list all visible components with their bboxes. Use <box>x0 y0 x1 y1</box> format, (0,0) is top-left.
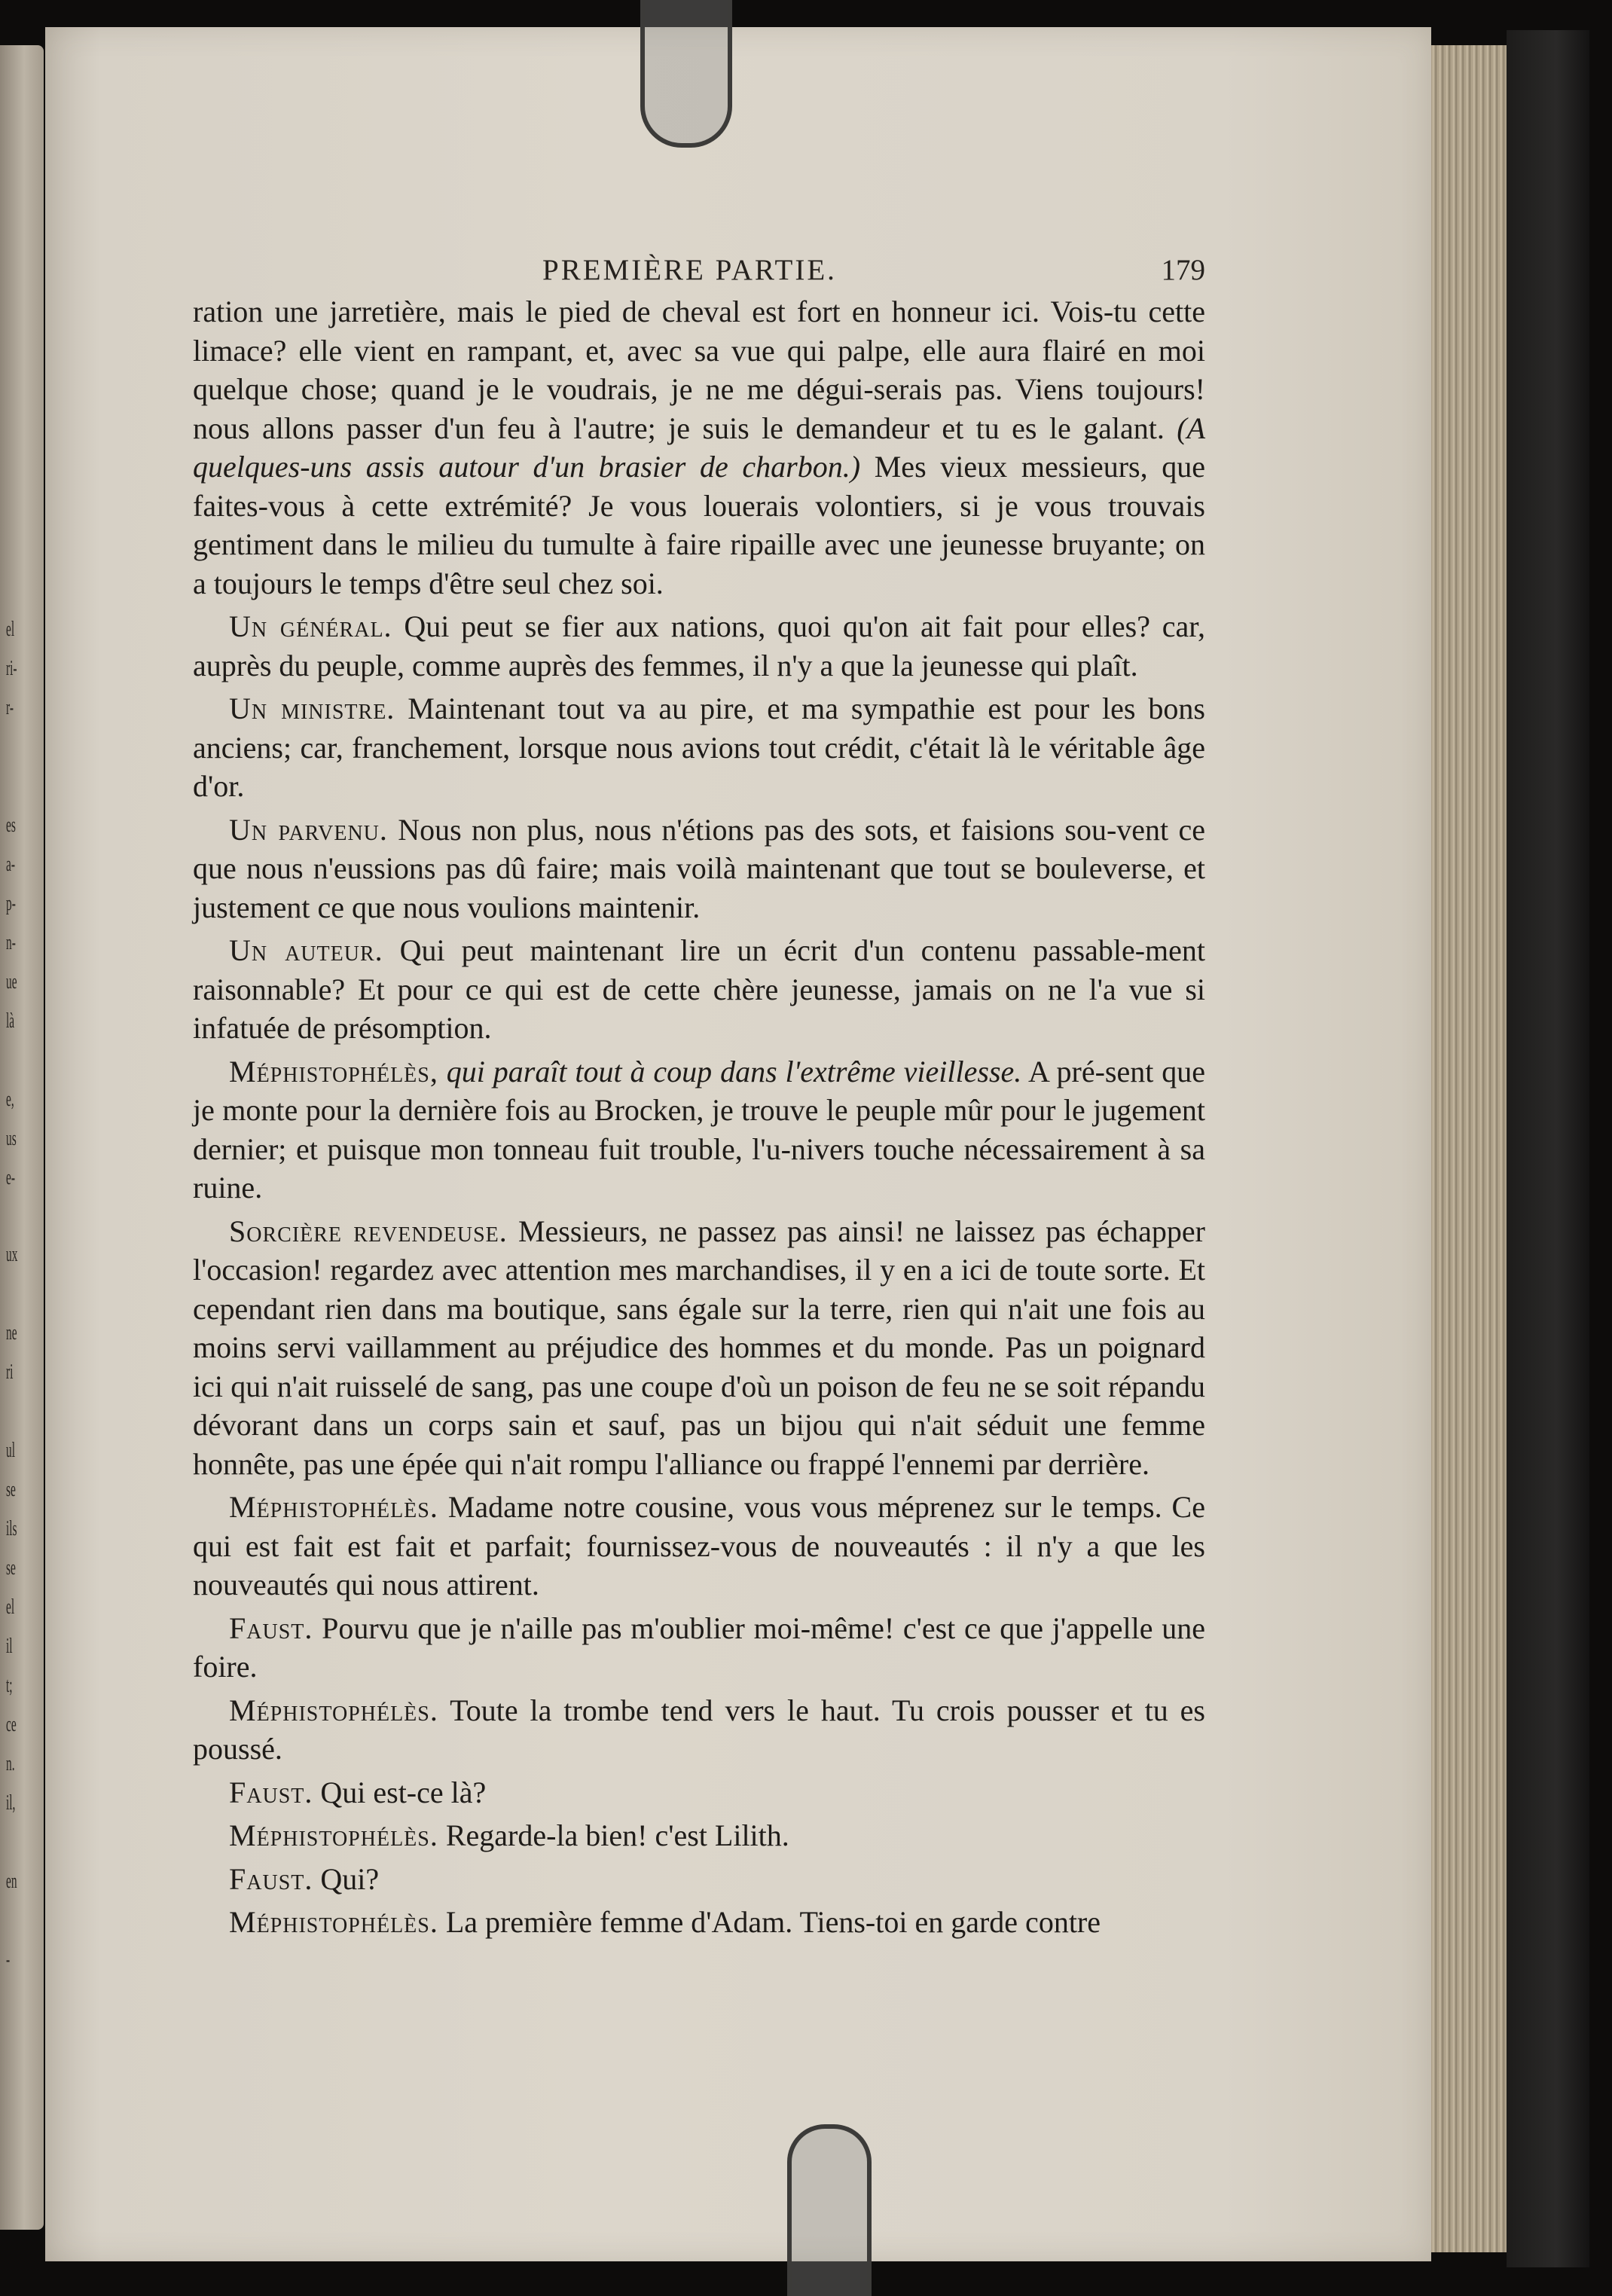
paragraph: Faust. Qui? <box>229 1861 380 1896</box>
left-fragment: el <box>6 618 15 641</box>
bottom-clip <box>787 2124 872 2296</box>
speaker-name: Un parvenu. <box>229 812 388 847</box>
paragraph: Un parvenu. Nous non plus, nous n'étions pas des sots, et faisions sou-vent ce que nous n'eussions pas dû faire; mais voilà maintenant que tout se bouleverse, et justement ce que nous voulions maintenir. <box>193 812 1206 924</box>
paragraph: Méphistophélès, qui paraît tout à coup dans l'extrême vieillesse. A pré-sent que je monte pour la dernière fois au Brocken, je trouve le peuple mûr pour le jugement dernier; et puisque mon tonneau fuit trouble, l'u-nivers touche nécessairement à sa ruine. <box>193 1054 1205 1204</box>
speaker-name: Méphistophélès. <box>229 1818 438 1852</box>
left-fragment: e, <box>6 1088 14 1111</box>
left-fragment: ue <box>6 970 17 994</box>
stage-direction: qui paraît tout à coup dans l'extrême vieillesse. <box>438 1054 1022 1088</box>
body-text <box>193 292 1205 1946</box>
paragraph: Méphistophélès. Toute la trombe tend vers le haut. Tu crois pousser et tu es poussé. <box>193 1693 1205 1766</box>
speaker-name: Méphistophélès, <box>229 1054 438 1088</box>
paragraph: Un général. Qui peut se fier aux nations, quoi qu'on ait fait pour elles? car, auprès du peuple, comme auprès des femmes, il n'y a que la jeunesse qui plaît. <box>193 609 1205 682</box>
left-page-edge <box>0 45 44 2230</box>
left-fragment: ri- <box>6 657 17 680</box>
paragraph: Faust. Pourvu que je n'aille pas m'oublier moi-même! c'est ce que j'appelle une foire. <box>193 1611 1205 1684</box>
left-fragment: en <box>6 1870 17 1893</box>
left-fragment: ne <box>6 1321 17 1345</box>
book-page <box>45 27 1431 2261</box>
left-fragment: se <box>6 1478 16 1501</box>
left-fragment: n. <box>6 1752 15 1775</box>
speaker-name: Méphistophélès. <box>229 1490 438 1524</box>
left-fragment: es <box>6 814 16 837</box>
left-fragment: e- <box>6 1166 15 1189</box>
speaker-name: Un auteur. <box>229 933 383 967</box>
left-fragment: ri <box>6 1360 14 1384</box>
speaker-name: Sorcière revendeuse. <box>229 1214 508 1248</box>
left-fragment: p- <box>6 892 16 915</box>
page-edges <box>1431 45 1507 2252</box>
paragraph: Faust. Qui est-ce là? <box>229 1775 487 1809</box>
left-fragment: t; <box>6 1674 13 1697</box>
left-fragment: ul <box>6 1439 15 1462</box>
stage-direction: (A quelques-uns assis autour d'un brasier de charbon.) <box>193 411 1206 484</box>
speaker-name: Faust. <box>229 1775 313 1809</box>
top-clip <box>640 0 732 148</box>
speaker-name: Méphistophélès. <box>229 1693 438 1727</box>
page-number: 179 <box>1161 254 1205 286</box>
paragraph: Sorcière revendeuse. Messieurs, ne passez pas ainsi! ne laissez pas échapper l'occasion! regardez avec attention mes marchandises, il y en a ici de toute sorte. Et cependant rien dans ma boutique, sans égale sur la terre, rien qui n'ait une fois au moins servi vaillamment au préjudice des hommes et du monde. Pas un poignard ici qui n'ait ruisselé de sang, pas une coupe d'où un poison de feu ne se soit répandu dévorant dans un corps sain et sauf, pas un bijou qui n'ait séduit une femme honnête, pas une épée qui n'ait rompu l'alliance ou frappé l'ennemi par derrière. <box>193 1214 1205 1481</box>
paragraph: Un auteur. Qui peut maintenant lire un écrit d'un contenu passable-ment raisonnable? Et pour ce qui est de cette chère jeunesse, jamais on ne l'a vue si infatuée de présomption. <box>193 933 1206 1045</box>
left-fragment: là <box>6 1009 15 1033</box>
paragraph: ration une jarretière, mais le pied de cheval est fort en honneur ici. Vois-tu cette limace? elle vient en rampant, et, avec sa vue qui palpe, elle aura flairé en moi quelque chose; quand je le voudrais, je ne me dégui-serais pas. Viens toujours! nous allons passer d'un feu à l'autre; je suis le demandeur et tu es le galant. (A quelques-uns assis autour d'un brasier de charbon.) Mes vieux messieurs, que faites-vous à cette extrémité? Je vous louerais volontiers, si je vous trouvais gentiment dans le milieu du tumulte à faire ripaille avec une jeunesse bruyante; on a toujours le temps d'être seul chez soi. <box>193 295 1206 600</box>
left-fragment: - <box>6 1948 11 1971</box>
left-fragment: ils <box>6 1517 17 1540</box>
paragraph: Un ministre. Maintenant tout va au pire, et ma sympathie est pour les bons anciens; car, franchement, lorsque nous avions tout crédit, c'était là le véritable âge d'or. <box>193 692 1206 803</box>
speaker-name: Faust. <box>229 1611 313 1645</box>
left-fragment: ce <box>6 1713 17 1736</box>
running-head-title: PREMIÈRE PARTIE. <box>542 254 837 286</box>
running-head <box>45 253 1431 291</box>
speaker-name: Un général. <box>229 609 392 643</box>
paragraph: Méphistophélès. La première femme d'Adam. Tiens-toi en garde contre <box>229 1905 1101 1939</box>
left-fragment: se <box>6 1556 16 1580</box>
left-fragment: el <box>6 1595 15 1619</box>
left-fragment: il <box>6 1635 13 1658</box>
speaker-name: Faust. <box>229 1861 313 1896</box>
left-fragment: a- <box>6 853 15 876</box>
speaker-name: Un ministre. <box>229 692 395 725</box>
left-fragment: r- <box>6 696 14 719</box>
left-fragment: n- <box>6 931 16 954</box>
speaker-name: Méphistophélès. <box>229 1905 438 1939</box>
paragraph: Méphistophélès. Regarde-la bien! c'est Lilith. <box>229 1818 789 1852</box>
book-cover <box>1507 30 1589 2267</box>
left-fragment: il, <box>6 1791 16 1815</box>
paragraph: Méphistophélès. Madame notre cousine, vous vous méprenez sur le temps. Ce qui est fait est fait et parfait; fournissez-vous de nouveautés : il n'y a que les nouveautés qui nous attirent. <box>193 1490 1205 1601</box>
left-fragment: us <box>6 1127 17 1150</box>
left-fragment: ux <box>6 1243 18 1266</box>
